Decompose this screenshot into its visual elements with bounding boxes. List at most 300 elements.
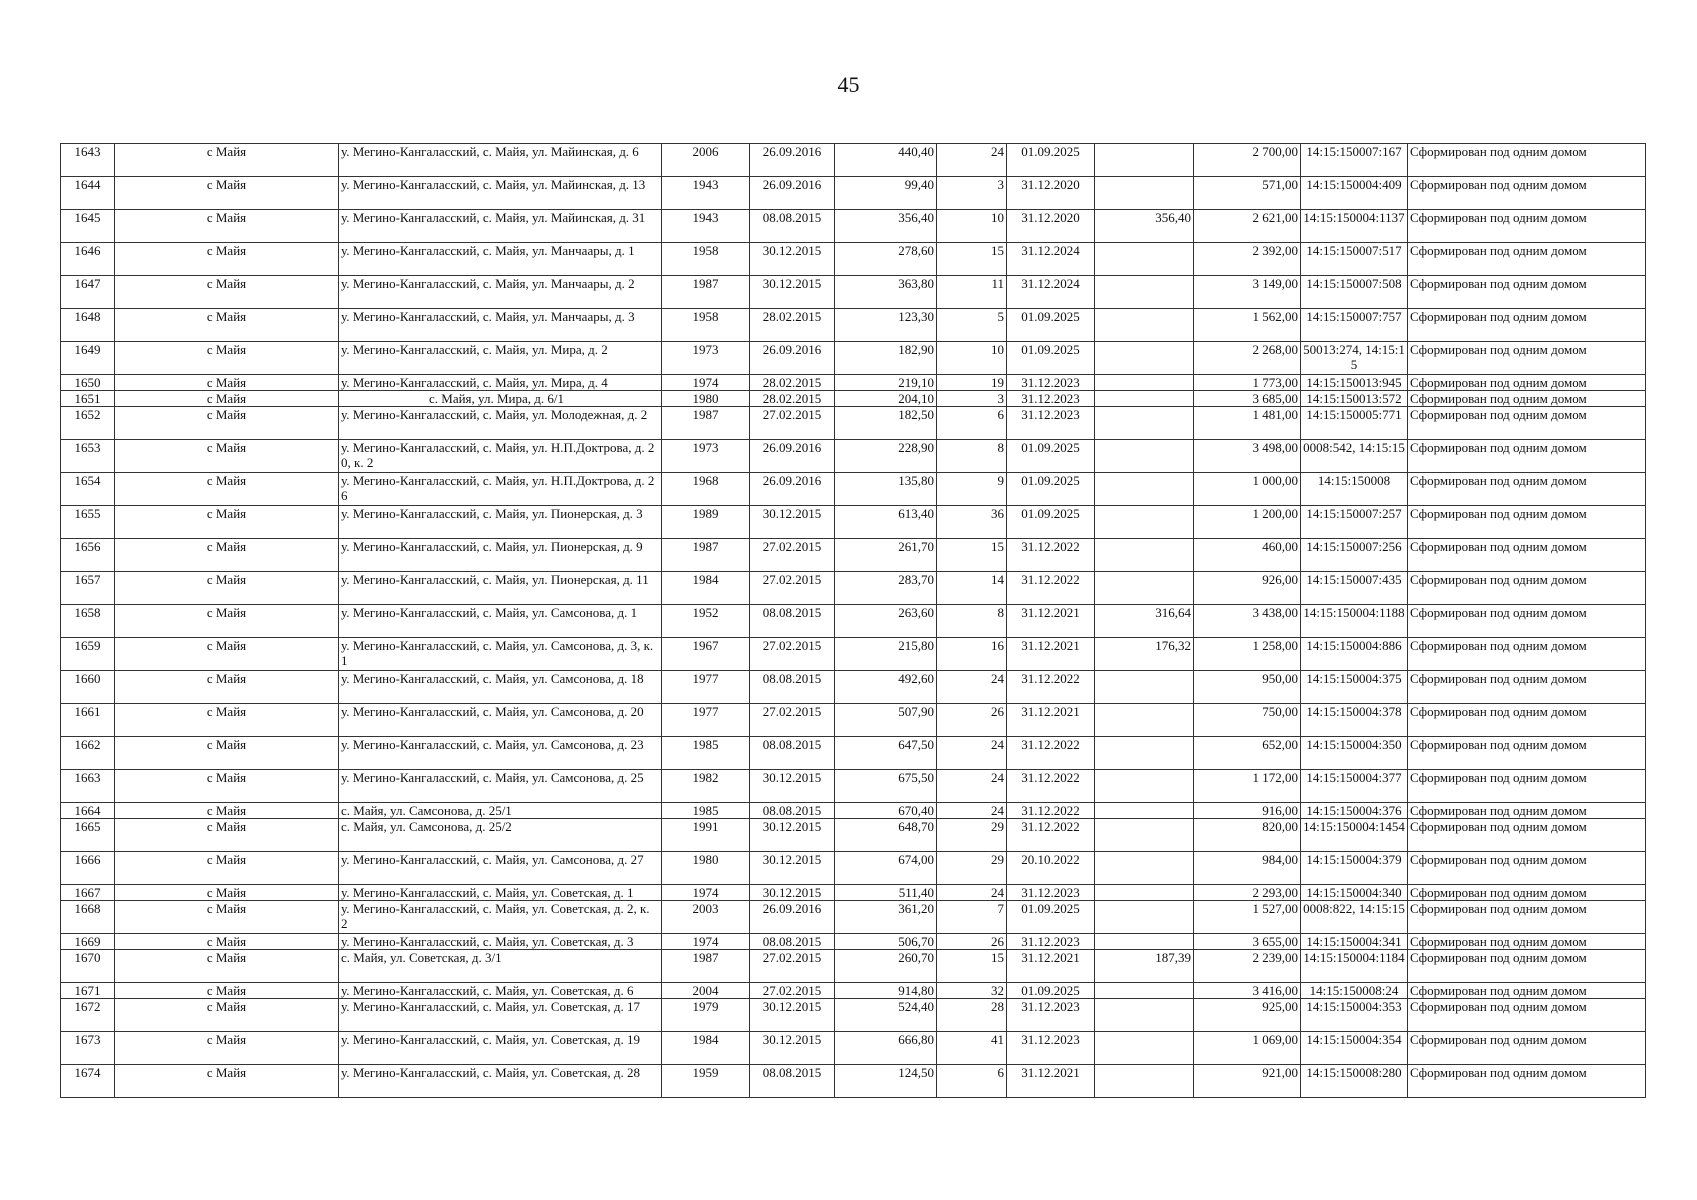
table-row [61,391,1646,407]
date-cell: 30.12.2015 [750,1032,835,1065]
year-cell: 2003 [662,901,750,934]
table-row [61,852,1646,885]
status-cell: Сформирован под одним домом [1408,276,1646,309]
extra-area-cell [1095,144,1194,177]
area-cell: 260,70 [835,950,937,983]
cost-cell: 916,00 [1194,803,1301,819]
date-cell: 27.02.2015 [750,638,835,671]
year-cell: 1977 [662,671,750,704]
settlement-cell: с Майя [115,999,339,1032]
table-row [61,572,1646,605]
area-cell: 182,90 [835,342,937,375]
date-cell: 30.12.2015 [750,885,835,901]
units-cell: 19 [937,375,1007,391]
year-cell: 1958 [662,243,750,276]
settlement-cell: с Майя [115,539,339,572]
cadastral-number-cell: 14:15:150004:377 [1301,770,1408,803]
extra-area-cell [1095,473,1194,506]
table-row [61,737,1646,770]
table-row [61,210,1646,243]
extra-area-cell [1095,999,1194,1032]
row-number-cell: 1654 [61,473,115,506]
status-cell: Сформирован под одним домом [1408,572,1646,605]
row-number-cell: 1648 [61,309,115,342]
settlement-cell: с Майя [115,1065,339,1098]
date-cell: 30.12.2015 [750,819,835,852]
settlement-cell: с Майя [115,407,339,440]
cadastral-number-cell: 14:15:150004:353 [1301,999,1408,1032]
units-cell: 24 [937,770,1007,803]
row-number-cell: 1672 [61,999,115,1032]
settlement-cell: с Майя [115,671,339,704]
row-number-cell: 1652 [61,407,115,440]
cadastral-number-cell: 14:15:150004:379 [1301,852,1408,885]
status-cell: Сформирован под одним домом [1408,391,1646,407]
address-cell: у. Мегино-Кангаласский, с. Майя, ул. Самсонова, д. 20 [339,704,662,737]
date-cell: 26.09.2016 [750,440,835,473]
units-cell: 15 [937,243,1007,276]
area-cell: 135,80 [835,473,937,506]
row-number-cell: 1661 [61,704,115,737]
extra-area-cell [1095,901,1194,934]
address-cell: у. Мегино-Кангаласский, с. Майя, ул. Самсонова, д. 27 [339,852,662,885]
date-cell: 08.08.2015 [750,605,835,638]
address-cell: у. Мегино-Кангаласский, с. Майя, ул. Пионерская, д. 11 [339,572,662,605]
table-row [61,309,1646,342]
row-number-cell: 1643 [61,144,115,177]
deadline-cell: 01.09.2025 [1007,144,1095,177]
status-cell: Сформирован под одним домом [1408,1065,1646,1098]
deadline-cell: 31.12.2021 [1007,638,1095,671]
extra-area-cell [1095,983,1194,999]
address-cell: у. Мегино-Кангаласский, с. Майя, ул. Майинская, д. 6 [339,144,662,177]
date-cell: 27.02.2015 [750,539,835,572]
table-row [61,819,1646,852]
settlement-cell: с Майя [115,704,339,737]
year-cell: 1987 [662,539,750,572]
cost-cell: 1 773,00 [1194,375,1301,391]
table-row [61,177,1646,210]
date-cell: 30.12.2015 [750,506,835,539]
deadline-cell: 31.12.2023 [1007,999,1095,1032]
extra-area-cell: 187,39 [1095,950,1194,983]
area-cell: 675,50 [835,770,937,803]
year-cell: 1968 [662,473,750,506]
year-cell: 1967 [662,638,750,671]
cost-cell: 750,00 [1194,704,1301,737]
units-cell: 14 [937,572,1007,605]
extra-area-cell: 356,40 [1095,210,1194,243]
status-cell: Сформирован под одним домом [1408,803,1646,819]
year-cell: 1977 [662,704,750,737]
units-cell: 6 [937,407,1007,440]
row-number-cell: 1663 [61,770,115,803]
status-cell: Сформирован под одним домом [1408,852,1646,885]
cadastral-number-cell: 0008:822, 14:15:15 [1301,901,1408,934]
address-cell: у. Мегино-Кангаласский, с. Майя, ул. Самсонова, д. 1 [339,605,662,638]
date-cell: 30.12.2015 [750,243,835,276]
row-number-cell: 1674 [61,1065,115,1098]
cadastral-number-cell: 14:15:150004:340 [1301,885,1408,901]
area-cell: 278,60 [835,243,937,276]
status-cell: Сформирован под одним домом [1408,885,1646,901]
cadastral-number-cell: 14:15:150004:1454 [1301,819,1408,852]
table-body [61,144,1646,1098]
row-number-cell: 1670 [61,950,115,983]
date-cell: 30.12.2015 [750,770,835,803]
extra-area-cell [1095,1065,1194,1098]
date-cell: 08.08.2015 [750,1065,835,1098]
cadastral-number-cell: 14:15:150004:376 [1301,803,1408,819]
extra-area-cell [1095,803,1194,819]
year-cell: 1987 [662,276,750,309]
extra-area-cell [1095,770,1194,803]
table-row [61,375,1646,391]
cost-cell: 2 392,00 [1194,243,1301,276]
row-number-cell: 1649 [61,342,115,375]
table-row [61,770,1646,803]
year-cell: 1974 [662,885,750,901]
deadline-cell: 01.09.2025 [1007,901,1095,934]
deadline-cell: 31.12.2021 [1007,950,1095,983]
settlement-cell: с Майя [115,803,339,819]
address-cell: у. Мегино-Кангаласский, с. Майя, ул. Н.П.Доктрова, д. 20, к. 2 [339,440,662,473]
status-cell: Сформирован под одним домом [1408,440,1646,473]
deadline-cell: 31.12.2022 [1007,770,1095,803]
area-cell: 506,70 [835,934,937,950]
table-row [61,803,1646,819]
cadastral-number-cell: 14:15:150004:378 [1301,704,1408,737]
housing-registry-table [60,143,1646,1098]
address-cell: у. Мегино-Кангаласский, с. Майя, ул. Молодежная, д. 2 [339,407,662,440]
status-cell: Сформирован под одним домом [1408,144,1646,177]
date-cell: 26.09.2016 [750,144,835,177]
address-cell: у. Мегино-Кангаласский, с. Майя, ул. Мира, д. 4 [339,375,662,391]
status-cell: Сформирован под одним домом [1408,375,1646,391]
area-cell: 914,80 [835,983,937,999]
year-cell: 1985 [662,737,750,770]
address-cell: у. Мегино-Кангаласский, с. Майя, ул. Советская, д. 17 [339,999,662,1032]
deadline-cell: 31.12.2022 [1007,737,1095,770]
address-cell: у. Мегино-Кангаласский, с. Майя, ул. Манчаары, д. 3 [339,309,662,342]
status-cell: Сформирован под одним домом [1408,983,1646,999]
units-cell: 36 [937,506,1007,539]
cadastral-number-cell: 0008:542, 14:15:15 [1301,440,1408,473]
units-cell: 24 [937,737,1007,770]
table-row [61,342,1646,375]
units-cell: 8 [937,605,1007,638]
table-row [61,885,1646,901]
cadastral-number-cell: 14:15:150004:354 [1301,1032,1408,1065]
cadastral-number-cell: 14:15:150008:24 [1301,983,1408,999]
cadastral-number-cell: 14:15:150004:1188 [1301,605,1408,638]
area-cell: 124,50 [835,1065,937,1098]
settlement-cell: с Майя [115,737,339,770]
date-cell: 27.02.2015 [750,572,835,605]
date-cell: 28.02.2015 [750,375,835,391]
area-cell: 215,80 [835,638,937,671]
row-number-cell: 1650 [61,375,115,391]
status-cell: Сформирован под одним домом [1408,999,1646,1032]
table-row [61,407,1646,440]
row-number-cell: 1656 [61,539,115,572]
row-number-cell: 1665 [61,819,115,852]
page-number: 45 [837,72,860,97]
area-cell: 648,70 [835,819,937,852]
status-cell: Сформирован под одним домом [1408,605,1646,638]
row-number-cell: 1657 [61,572,115,605]
settlement-cell: с Майя [115,638,339,671]
address-cell: у. Мегино-Кангаласский, с. Майя, ул. Мира, д. 2 [339,342,662,375]
row-number-cell: 1669 [61,934,115,950]
year-cell: 1974 [662,375,750,391]
row-number-cell: 1668 [61,901,115,934]
area-cell: 511,40 [835,885,937,901]
year-cell: 1958 [662,309,750,342]
units-cell: 26 [937,704,1007,737]
extra-area-cell [1095,506,1194,539]
date-cell: 08.08.2015 [750,803,835,819]
settlement-cell: с Майя [115,901,339,934]
deadline-cell: 01.09.2025 [1007,506,1095,539]
status-cell: Сформирован под одним домом [1408,473,1646,506]
date-cell: 30.12.2015 [750,852,835,885]
units-cell: 41 [937,1032,1007,1065]
cost-cell: 652,00 [1194,737,1301,770]
status-cell: Сформирован под одним домом [1408,704,1646,737]
address-cell: у. Мегино-Кангаласский, с. Майя, ул. Самсонова, д. 3, к. 1 [339,638,662,671]
deadline-cell: 31.12.2022 [1007,803,1095,819]
deadline-cell: 20.10.2022 [1007,852,1095,885]
address-cell: у. Мегино-Кангаласский, с. Майя, ул. Советская, д. 1 [339,885,662,901]
settlement-cell: с Майя [115,605,339,638]
area-cell: 666,80 [835,1032,937,1065]
row-number-cell: 1660 [61,671,115,704]
cadastral-number-cell: 14:15:150004:341 [1301,934,1408,950]
address-cell: у. Мегино-Кангаласский, с. Майя, ул. Н.П.Доктрова, д. 26 [339,473,662,506]
units-cell: 29 [937,852,1007,885]
table-row [61,243,1646,276]
table-row [61,638,1646,671]
extra-area-cell [1095,375,1194,391]
area-cell: 283,70 [835,572,937,605]
deadline-cell: 31.12.2021 [1007,605,1095,638]
area-cell: 507,90 [835,704,937,737]
year-cell: 1989 [662,506,750,539]
cadastral-number-cell: 14:15:150007:167 [1301,144,1408,177]
settlement-cell: с Майя [115,770,339,803]
cost-cell: 926,00 [1194,572,1301,605]
cost-cell: 3 149,00 [1194,276,1301,309]
address-cell: у. Мегино-Кангаласский, с. Майя, ул. Советская, д. 19 [339,1032,662,1065]
area-cell: 361,20 [835,901,937,934]
deadline-cell: 31.12.2020 [1007,177,1095,210]
units-cell: 24 [937,671,1007,704]
row-number-cell: 1655 [61,506,115,539]
extra-area-cell: 316,64 [1095,605,1194,638]
date-cell: 08.08.2015 [750,737,835,770]
row-number-cell: 1673 [61,1032,115,1065]
address-cell: у. Мегино-Кангаласский, с. Майя, ул. Советская, д. 6 [339,983,662,999]
cost-cell: 925,00 [1194,999,1301,1032]
year-cell: 1985 [662,803,750,819]
deadline-cell: 01.09.2025 [1007,473,1095,506]
cadastral-number-cell: 14:15:150007:757 [1301,309,1408,342]
year-cell: 1984 [662,572,750,605]
address-cell: у. Мегино-Кангаласский, с. Майя, ул. Майинская, д. 13 [339,177,662,210]
status-cell: Сформирован под одним домом [1408,539,1646,572]
settlement-cell: с Майя [115,375,339,391]
units-cell: 5 [937,309,1007,342]
row-number-cell: 1651 [61,391,115,407]
extra-area-cell [1095,737,1194,770]
extra-area-cell [1095,276,1194,309]
cadastral-number-cell: 14:15:150004:886 [1301,638,1408,671]
year-cell: 1979 [662,999,750,1032]
date-cell: 26.09.2016 [750,901,835,934]
row-number-cell: 1666 [61,852,115,885]
deadline-cell: 31.12.2023 [1007,885,1095,901]
cadastral-number-cell: 14:15:150005:771 [1301,407,1408,440]
deadline-cell: 31.12.2023 [1007,934,1095,950]
units-cell: 10 [937,210,1007,243]
row-number-cell: 1664 [61,803,115,819]
units-cell: 24 [937,885,1007,901]
cost-cell: 2 621,00 [1194,210,1301,243]
settlement-cell: с Майя [115,950,339,983]
deadline-cell: 31.12.2023 [1007,1032,1095,1065]
row-number-cell: 1662 [61,737,115,770]
cost-cell: 984,00 [1194,852,1301,885]
units-cell: 15 [937,950,1007,983]
row-number-cell: 1647 [61,276,115,309]
year-cell: 1987 [662,407,750,440]
cadastral-number-cell: 14:15:150007:517 [1301,243,1408,276]
date-cell: 28.02.2015 [750,309,835,342]
cost-cell: 1 258,00 [1194,638,1301,671]
address-cell: у. Мегино-Кангаласский, с. Майя, ул. Майинская, д. 31 [339,210,662,243]
area-cell: 261,70 [835,539,937,572]
cost-cell: 3 416,00 [1194,983,1301,999]
extra-area-cell [1095,391,1194,407]
units-cell: 24 [937,144,1007,177]
cadastral-number-cell: 14:15:150007:257 [1301,506,1408,539]
table-row [61,704,1646,737]
table-row [61,440,1646,473]
units-cell: 15 [937,539,1007,572]
extra-area-cell [1095,407,1194,440]
year-cell: 1943 [662,210,750,243]
status-cell: Сформирован под одним домом [1408,210,1646,243]
cost-cell: 460,00 [1194,539,1301,572]
extra-area-cell [1095,342,1194,375]
settlement-cell: с Майя [115,210,339,243]
status-cell: Сформирован под одним домом [1408,901,1646,934]
status-cell: Сформирован под одним домом [1408,934,1646,950]
status-cell: Сформирован под одним домом [1408,638,1646,671]
settlement-cell: с Майя [115,391,339,407]
area-cell: 613,40 [835,506,937,539]
table-row [61,144,1646,177]
deadline-cell: 31.12.2022 [1007,539,1095,572]
area-cell: 356,40 [835,210,937,243]
deadline-cell: 01.09.2025 [1007,983,1095,999]
settlement-cell: с Майя [115,309,339,342]
area-cell: 123,30 [835,309,937,342]
status-cell: Сформирован под одним домом [1408,342,1646,375]
cost-cell: 2 700,00 [1194,144,1301,177]
deadline-cell: 31.12.2024 [1007,276,1095,309]
cadastral-number-cell: 14:15:150013:572 [1301,391,1408,407]
address-cell: у. Мегино-Кангаласский, с. Майя, ул. Манчаары, д. 1 [339,243,662,276]
date-cell: 27.02.2015 [750,983,835,999]
cadastral-number-cell: 14:15:150004:1184 [1301,950,1408,983]
area-cell: 674,00 [835,852,937,885]
area-cell: 204,10 [835,391,937,407]
area-cell: 524,40 [835,999,937,1032]
address-cell: у. Мегино-Кангаласский, с. Майя, ул. Советская, д. 2, к. 2 [339,901,662,934]
table-row [61,276,1646,309]
deadline-cell: 01.09.2025 [1007,309,1095,342]
address-cell: у. Мегино-Кангаласский, с. Майя, ул. Советская, д. 28 [339,1065,662,1098]
date-cell: 26.09.2016 [750,342,835,375]
date-cell: 08.08.2015 [750,210,835,243]
cadastral-number-cell: 14:15:150007:508 [1301,276,1408,309]
table-row [61,999,1646,1032]
address-cell: у. Мегино-Кангаласский, с. Майя, ул. Пионерская, д. 9 [339,539,662,572]
year-cell: 1959 [662,1065,750,1098]
settlement-cell: с Майя [115,819,339,852]
status-cell: Сформирован под одним домом [1408,243,1646,276]
units-cell: 9 [937,473,1007,506]
year-cell: 1973 [662,342,750,375]
row-number-cell: 1646 [61,243,115,276]
status-cell: Сформирован под одним домом [1408,506,1646,539]
status-cell: Сформирован под одним домом [1408,950,1646,983]
settlement-cell: с Майя [115,243,339,276]
year-cell: 2006 [662,144,750,177]
area-cell: 99,40 [835,177,937,210]
table-row [61,473,1646,506]
area-cell: 182,50 [835,407,937,440]
extra-area-cell [1095,309,1194,342]
deadline-cell: 31.12.2022 [1007,671,1095,704]
units-cell: 32 [937,983,1007,999]
address-cell: у. Мегино-Кангаласский, с. Майя, ул. Самсонова, д. 18 [339,671,662,704]
status-cell: Сформирован под одним домом [1408,1032,1646,1065]
settlement-cell: с Майя [115,276,339,309]
table-row [61,506,1646,539]
units-cell: 26 [937,934,1007,950]
cost-cell: 2 293,00 [1194,885,1301,901]
row-number-cell: 1658 [61,605,115,638]
cost-cell: 3 498,00 [1194,440,1301,473]
cost-cell: 1 172,00 [1194,770,1301,803]
address-cell: с. Майя, ул. Самсонова, д. 25/2 [339,819,662,852]
status-cell: Сформирован под одним домом [1408,737,1646,770]
extra-area-cell: 176,32 [1095,638,1194,671]
date-cell: 27.02.2015 [750,407,835,440]
cost-cell: 1 069,00 [1194,1032,1301,1065]
units-cell: 16 [937,638,1007,671]
address-cell: у. Мегино-Кангаласский, с. Майя, ул. Самсонова, д. 25 [339,770,662,803]
table-row [61,671,1646,704]
cost-cell: 1 000,00 [1194,473,1301,506]
units-cell: 28 [937,999,1007,1032]
year-cell: 1943 [662,177,750,210]
deadline-cell: 31.12.2023 [1007,375,1095,391]
year-cell: 1974 [662,934,750,950]
